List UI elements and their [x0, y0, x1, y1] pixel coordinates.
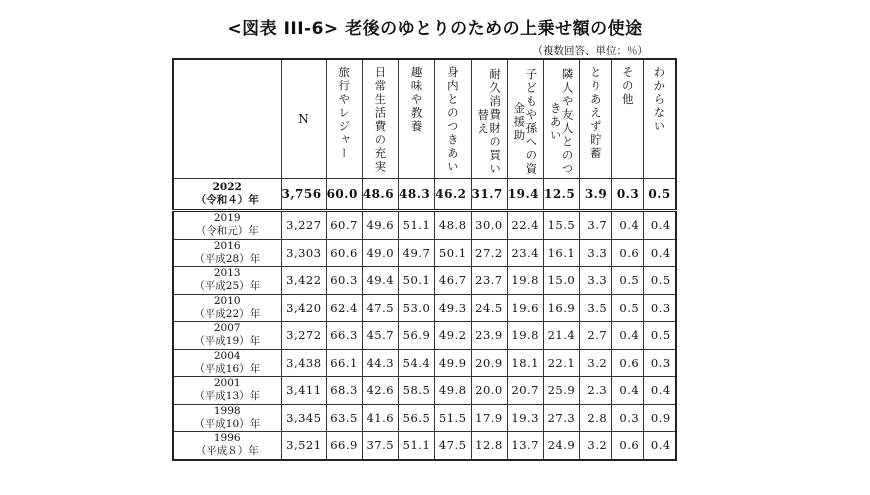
value-cell: 49.8	[435, 377, 471, 405]
value-cell: 60.3	[326, 267, 362, 295]
value-cell: 20.9	[471, 349, 507, 377]
table-row	[173, 239, 676, 267]
n-cell: 3,227	[281, 211, 326, 240]
table-row	[173, 294, 676, 322]
value-cell: 3.2	[580, 432, 612, 460]
year-suffix: 年	[248, 194, 259, 206]
value-cell: 3.3	[580, 267, 612, 295]
value-cell: 0.3	[612, 404, 644, 432]
value-cell: 13.7	[507, 432, 543, 460]
value-cell: 0.5	[644, 267, 676, 295]
year-label: 2016	[213, 239, 241, 252]
value-cell: 51.1	[399, 432, 435, 460]
value-cell: 60.7	[326, 211, 362, 240]
n-cell: 3,303	[281, 239, 326, 267]
col-header-label: わからない	[652, 66, 667, 134]
era-label: （平成28）	[194, 252, 250, 265]
value-cell: 19.3	[507, 404, 543, 432]
year-suffix: 年	[248, 225, 259, 238]
col-header-label: 耐久消費財の買い替え	[476, 68, 503, 176]
value-cell: 47.5	[362, 294, 398, 322]
col-header-label: 子どもや孫への資金援助	[512, 68, 539, 176]
unit-note: （複数回答、単位：％）	[532, 45, 648, 57]
era-label: （平成19）	[194, 335, 250, 348]
col-header-label: 隣人や友人とのつきあい	[548, 68, 575, 176]
value-cell: 17.9	[471, 404, 507, 432]
n-cell: 3,411	[281, 377, 326, 405]
era-label: （令和４）	[195, 194, 249, 206]
col-header	[471, 59, 507, 179]
n-cell: 3,521	[281, 432, 326, 460]
col-header	[543, 59, 579, 179]
col-header-label: 身内とのつきあい	[445, 66, 460, 174]
col-header	[612, 59, 644, 179]
year-label: 2013	[213, 267, 241, 280]
n-cell: 3,756	[281, 179, 326, 211]
era-label: （平成10）	[194, 417, 250, 430]
value-cell: 19.4	[507, 179, 543, 211]
col-header-label: 趣味や教養	[409, 66, 424, 134]
year-label: 2007	[213, 322, 241, 335]
value-cell: 0.3	[644, 349, 676, 377]
value-cell: 0.9	[644, 404, 676, 432]
value-cell: 0.4	[612, 322, 644, 350]
value-cell: 19.8	[507, 267, 543, 295]
value-cell: 3.9	[580, 179, 612, 211]
value-cell: 44.3	[362, 349, 398, 377]
value-cell: 66.1	[326, 349, 362, 377]
value-cell: 19.8	[507, 322, 543, 350]
year-cell	[173, 239, 281, 267]
col-header-label: その他	[620, 66, 635, 107]
col-header	[399, 59, 435, 179]
table-row	[173, 211, 676, 240]
value-cell: 54.4	[399, 349, 435, 377]
col-header	[644, 59, 676, 179]
col-header	[326, 59, 362, 179]
value-cell: 46.2	[435, 179, 471, 211]
value-cell: 63.5	[326, 404, 362, 432]
value-cell: 23.9	[471, 322, 507, 350]
table-row-2022	[173, 179, 676, 211]
value-cell: 62.4	[326, 294, 362, 322]
n-header: N	[281, 59, 326, 179]
value-cell: 0.4	[612, 211, 644, 240]
year-cell	[173, 404, 281, 432]
value-cell: 22.1	[543, 349, 579, 377]
year-suffix: 年	[249, 390, 261, 403]
value-cell: 31.7	[471, 179, 507, 211]
value-cell: 0.6	[612, 239, 644, 267]
year-cell	[173, 349, 281, 377]
value-cell: 68.3	[326, 377, 362, 405]
value-cell: 49.0	[362, 239, 398, 267]
value-cell: 48.6	[362, 179, 398, 211]
value-cell: 60.0	[326, 179, 362, 211]
col-header	[435, 59, 471, 179]
value-cell: 0.3	[612, 179, 644, 211]
col-header-label: 旅行やレジャー	[337, 66, 352, 161]
value-cell: 0.5	[612, 267, 644, 295]
col-header-label: とりあえず貯蓄	[588, 66, 603, 161]
value-cell: 23.7	[471, 267, 507, 295]
year-suffix: 年	[249, 307, 261, 320]
year-suffix: 年	[249, 280, 261, 293]
value-cell: 0.4	[644, 377, 676, 405]
era-label: （平成８）	[195, 445, 249, 458]
value-cell: 0.4	[644, 432, 676, 460]
value-cell: 16.9	[543, 294, 579, 322]
value-cell: 16.1	[543, 239, 579, 267]
value-cell: 3.5	[580, 294, 612, 322]
value-cell: 30.0	[471, 211, 507, 240]
value-cell: 37.5	[362, 432, 398, 460]
value-cell: 20.0	[471, 377, 507, 405]
value-cell: 48.3	[399, 179, 435, 211]
value-cell: 49.4	[362, 267, 398, 295]
value-cell: 51.5	[435, 404, 471, 432]
year-cell	[173, 322, 281, 350]
year-label: 1998	[213, 404, 241, 417]
year-suffix: 年	[249, 335, 261, 348]
value-cell: 0.6	[612, 432, 644, 460]
era-label: （平成13）	[194, 390, 250, 403]
value-cell: 22.4	[507, 211, 543, 240]
value-cell: 42.6	[362, 377, 398, 405]
value-cell: 47.5	[435, 432, 471, 460]
year-cell	[173, 377, 281, 405]
table-row	[173, 267, 676, 295]
year-label: 2022	[212, 181, 242, 193]
value-cell: 56.9	[399, 322, 435, 350]
value-cell: 3.7	[580, 211, 612, 240]
figure-title: <図表 III-6> 老後のゆとりのための上乗せ額の使途	[227, 19, 643, 39]
value-cell: 20.7	[507, 377, 543, 405]
value-cell: 66.9	[326, 432, 362, 460]
value-cell: 19.6	[507, 294, 543, 322]
col-header	[507, 59, 543, 179]
value-cell: 23.4	[507, 239, 543, 267]
year-label: 2019	[213, 212, 241, 225]
era-label: （令和元）	[195, 225, 249, 238]
year-suffix: 年	[249, 362, 261, 375]
value-cell: 0.4	[644, 239, 676, 267]
header-row	[173, 59, 676, 179]
value-cell: 12.8	[471, 432, 507, 460]
value-cell: 3.2	[580, 349, 612, 377]
value-cell: 41.6	[362, 404, 398, 432]
value-cell: 45.7	[362, 322, 398, 350]
value-cell: 58.5	[399, 377, 435, 405]
value-cell: 53.0	[399, 294, 435, 322]
year-cell	[173, 267, 281, 295]
value-cell: 48.8	[435, 211, 471, 240]
col-header	[580, 59, 612, 179]
value-cell: 15.0	[543, 267, 579, 295]
value-cell: 0.5	[644, 179, 676, 211]
value-cell: 25.9	[543, 377, 579, 405]
n-cell: 3,420	[281, 294, 326, 322]
value-cell: 24.9	[543, 432, 579, 460]
year-cell	[173, 211, 281, 240]
value-cell: 50.1	[435, 239, 471, 267]
table-row	[173, 377, 676, 405]
value-cell: 46.7	[435, 267, 471, 295]
value-cell: 12.5	[543, 179, 579, 211]
era-label: （平成22）	[194, 307, 250, 320]
n-cell: 3,438	[281, 349, 326, 377]
value-cell: 0.6	[612, 349, 644, 377]
n-cell: 3,345	[281, 404, 326, 432]
table-row	[173, 349, 676, 377]
value-cell: 56.5	[399, 404, 435, 432]
value-cell: 0.5	[644, 322, 676, 350]
year-label: 2001	[213, 377, 241, 390]
value-cell: 49.3	[435, 294, 471, 322]
col-header-label: 日常生活費の充実	[373, 66, 388, 174]
value-cell: 66.3	[326, 322, 362, 350]
year-label: 1996	[213, 432, 241, 445]
value-cell: 0.5	[612, 294, 644, 322]
value-cell: 2.3	[580, 377, 612, 405]
table-row	[173, 432, 676, 460]
value-cell: 49.9	[435, 349, 471, 377]
table-row	[173, 322, 676, 350]
col-header	[362, 59, 398, 179]
value-cell: 27.2	[471, 239, 507, 267]
value-cell: 49.7	[399, 239, 435, 267]
data-table	[172, 58, 677, 461]
year-label: 2010	[213, 294, 241, 307]
year-suffix: 年	[249, 252, 261, 265]
table-row	[173, 404, 676, 432]
value-cell: 2.7	[580, 322, 612, 350]
year-cell	[173, 179, 281, 211]
year-suffix: 年	[249, 417, 261, 430]
value-cell: 50.1	[399, 267, 435, 295]
value-cell: 0.4	[612, 377, 644, 405]
value-cell: 0.4	[644, 211, 676, 240]
value-cell: 18.1	[507, 349, 543, 377]
corner-cell	[173, 59, 281, 179]
era-label: （平成25）	[194, 280, 250, 293]
value-cell: 0.3	[644, 294, 676, 322]
n-cell: 3,272	[281, 322, 326, 350]
history-rows	[173, 211, 676, 460]
era-label: （平成16）	[194, 362, 250, 375]
value-cell: 51.1	[399, 211, 435, 240]
value-cell: 60.6	[326, 239, 362, 267]
year-label: 2004	[213, 349, 241, 362]
year-cell	[173, 432, 281, 460]
value-cell: 49.6	[362, 211, 398, 240]
value-cell: 27.3	[543, 404, 579, 432]
year-cell	[173, 294, 281, 322]
value-cell: 3.3	[580, 239, 612, 267]
value-cell: 21.4	[543, 322, 579, 350]
value-cell: 24.5	[471, 294, 507, 322]
n-cell: 3,422	[281, 267, 326, 295]
value-cell: 15.5	[543, 211, 579, 240]
value-cell: 2.8	[580, 404, 612, 432]
year-suffix: 年	[248, 445, 259, 458]
value-cell: 49.2	[435, 322, 471, 350]
